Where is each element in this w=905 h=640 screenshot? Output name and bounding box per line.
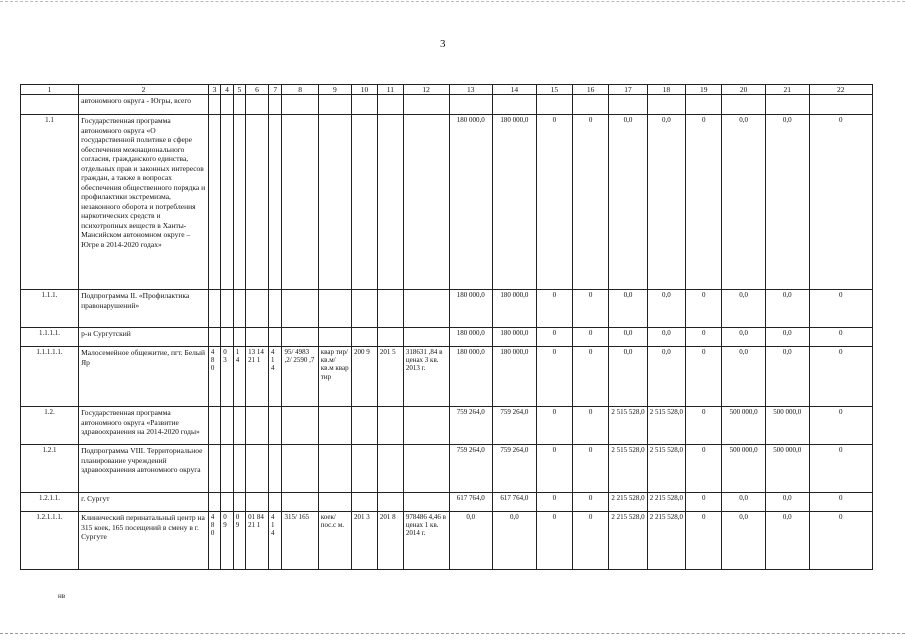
value-cell xyxy=(318,290,351,328)
row-number-cell: 1.2. xyxy=(21,407,79,445)
header-cell: 6 xyxy=(246,85,269,95)
value-cell: 0,0 xyxy=(765,347,809,407)
value-cell: 0 xyxy=(536,347,572,407)
value-cell xyxy=(221,95,233,115)
value-cell: 759 264,0 xyxy=(449,445,493,493)
value-cell: 0,0 xyxy=(765,328,809,347)
table-row xyxy=(21,512,873,570)
value-cell xyxy=(268,445,281,493)
value-cell: 0,0 xyxy=(765,290,809,328)
value-cell xyxy=(809,95,872,115)
value-cell xyxy=(318,493,351,512)
value-cell xyxy=(282,290,318,328)
row-number-cell: 1.2.1 xyxy=(21,445,79,493)
header-cell: 7 xyxy=(268,85,281,95)
value-cell xyxy=(246,445,269,493)
value-cell: 2 515 528,0 xyxy=(609,407,647,445)
value-cell xyxy=(403,493,449,512)
value-cell xyxy=(318,115,351,290)
value-cell xyxy=(246,95,269,115)
value-cell: 2 215 528,0 xyxy=(609,493,647,512)
value-cell: 4 8 0 xyxy=(208,512,220,570)
value-cell: 0 xyxy=(572,445,608,493)
value-cell: 0,0 xyxy=(647,347,685,407)
value-cell: 0 9 xyxy=(233,512,245,570)
value-cell: 0 xyxy=(572,407,608,445)
value-cell xyxy=(208,407,220,445)
value-cell: 0 xyxy=(572,493,608,512)
value-cell xyxy=(221,407,233,445)
value-cell: 978486 4,46 в ценах 1 кв. 2014 г. xyxy=(403,512,449,570)
value-cell: 0 xyxy=(686,512,722,570)
value-cell xyxy=(208,328,220,347)
value-cell xyxy=(403,95,449,115)
value-cell xyxy=(208,95,220,115)
value-cell xyxy=(268,328,281,347)
header-cell: 19 xyxy=(686,85,722,95)
value-cell: 0 xyxy=(809,347,872,407)
value-cell xyxy=(282,493,318,512)
row-number-cell: 1.1 xyxy=(21,115,79,290)
value-cell xyxy=(233,493,245,512)
value-cell xyxy=(268,407,281,445)
row-name-cell: автономного округа - Югры, всего xyxy=(79,95,209,115)
row-name-cell: Государственная программа автономного округа «Развитие здравоохранения на 2014-2020 годы» xyxy=(79,407,209,445)
value-cell xyxy=(449,95,493,115)
budget-table xyxy=(20,84,873,570)
header-cell: 3 xyxy=(208,85,220,95)
value-cell: 4 1 4 xyxy=(268,347,281,407)
value-cell xyxy=(268,115,281,290)
value-cell: 617 764,0 xyxy=(493,493,537,512)
table-row xyxy=(21,328,873,347)
value-cell: 0,0 xyxy=(449,512,493,570)
value-cell: 0 xyxy=(809,445,872,493)
value-cell: 2 515 528,0 xyxy=(647,407,685,445)
row-name-cell: Подпрограмма VIII. Территориальное планирование учреждений здравоохранения автономного округа xyxy=(79,445,209,493)
value-cell: 0,0 xyxy=(722,493,766,512)
row-number-cell: 1.2.1.1.1. xyxy=(21,512,79,570)
value-cell xyxy=(246,407,269,445)
row-name-cell: р-н Сургутский xyxy=(79,328,209,347)
value-cell xyxy=(377,290,403,328)
value-cell: 0,0 xyxy=(765,493,809,512)
header-cell: 11 xyxy=(377,85,403,95)
value-cell: 180 000,0 xyxy=(449,328,493,347)
value-cell xyxy=(221,493,233,512)
value-cell: 0 xyxy=(686,115,722,290)
value-cell: 201 3 xyxy=(351,512,377,570)
header-cell: 12 xyxy=(403,85,449,95)
header-cell: 4 xyxy=(221,85,233,95)
scan-edge-bottom xyxy=(0,633,905,634)
row-number-cell: 1.2.1.1. xyxy=(21,493,79,512)
value-cell: 500 000,0 xyxy=(722,407,766,445)
value-cell xyxy=(377,328,403,347)
scan-edge-top xyxy=(0,1,905,2)
value-cell: 0 xyxy=(809,493,872,512)
value-cell xyxy=(221,115,233,290)
header-cell: 18 xyxy=(647,85,685,95)
header-cell: 15 xyxy=(536,85,572,95)
value-cell xyxy=(221,328,233,347)
value-cell xyxy=(246,328,269,347)
value-cell: 0,0 xyxy=(609,347,647,407)
value-cell: 4 8 0 xyxy=(208,347,220,407)
value-cell: 0,0 xyxy=(493,512,537,570)
table-row xyxy=(21,290,873,328)
value-cell: 0 9 xyxy=(221,512,233,570)
value-cell xyxy=(377,407,403,445)
value-cell: 0,0 xyxy=(647,115,685,290)
value-cell xyxy=(282,95,318,115)
value-cell: 180 000,0 xyxy=(493,328,537,347)
header-cell: 2 xyxy=(79,85,209,95)
row-name-cell: Клинический перинатальный центр на 315 коек, 165 посещений в смену в г. Сургуте xyxy=(79,512,209,570)
value-cell xyxy=(351,493,377,512)
value-cell: 0 xyxy=(572,115,608,290)
page-number: 3 xyxy=(440,38,446,50)
value-cell: 0 xyxy=(536,290,572,328)
value-cell xyxy=(233,95,245,115)
value-cell: 0 xyxy=(809,407,872,445)
value-cell xyxy=(351,95,377,115)
value-cell: коек/ пос.с м. xyxy=(318,512,351,570)
value-cell xyxy=(318,95,351,115)
value-cell xyxy=(282,407,318,445)
header-cell: 5 xyxy=(233,85,245,95)
value-cell xyxy=(318,328,351,347)
value-cell xyxy=(318,407,351,445)
value-cell: 180 000,0 xyxy=(493,115,537,290)
value-cell: 0 xyxy=(686,328,722,347)
value-cell xyxy=(233,328,245,347)
table-row xyxy=(21,347,873,407)
value-cell xyxy=(208,290,220,328)
table-row xyxy=(21,445,873,493)
value-cell xyxy=(221,445,233,493)
value-cell: 2 515 528,0 xyxy=(647,445,685,493)
value-cell: 95/ 4983 ,2/ 2590 ,7 xyxy=(282,347,318,407)
value-cell xyxy=(647,95,685,115)
value-cell: 0 xyxy=(809,290,872,328)
value-cell: 0 xyxy=(572,290,608,328)
header-cell: 20 xyxy=(722,85,766,95)
value-cell xyxy=(268,493,281,512)
value-cell xyxy=(208,115,220,290)
value-cell: 4 1 4 xyxy=(268,512,281,570)
value-cell: 0,0 xyxy=(722,512,766,570)
value-cell: 617 764,0 xyxy=(449,493,493,512)
value-cell: 180 000,0 xyxy=(449,115,493,290)
value-cell: 0 xyxy=(572,347,608,407)
value-cell: 0 xyxy=(536,407,572,445)
table-row xyxy=(21,407,873,445)
row-number-cell: 1.1.1.1.1. xyxy=(21,347,79,407)
table-body xyxy=(21,85,873,570)
value-cell xyxy=(208,445,220,493)
value-cell: 0 xyxy=(536,115,572,290)
value-cell: 01 84 21 1 xyxy=(246,512,269,570)
value-cell: 1 4 xyxy=(233,347,245,407)
value-cell: 0 xyxy=(536,493,572,512)
value-cell: 0 xyxy=(572,512,608,570)
value-cell: 180 000,0 xyxy=(493,290,537,328)
value-cell: 759 264,0 xyxy=(493,407,537,445)
value-cell: 759 264,0 xyxy=(493,445,537,493)
value-cell xyxy=(282,115,318,290)
row-name-cell: Малосемейное общежитие, пгт. Белый Яр xyxy=(79,347,209,407)
value-cell: 0,0 xyxy=(722,115,766,290)
value-cell xyxy=(572,95,608,115)
value-cell: 200 9 xyxy=(351,347,377,407)
value-cell: 0 xyxy=(686,290,722,328)
value-cell xyxy=(351,328,377,347)
row-number-cell: 1.1.1.1. xyxy=(21,328,79,347)
value-cell: 201 5 xyxy=(377,347,403,407)
value-cell: 0,0 xyxy=(765,115,809,290)
value-cell xyxy=(318,445,351,493)
value-cell xyxy=(246,290,269,328)
table-row xyxy=(21,493,873,512)
row-number-cell xyxy=(21,95,79,115)
row-name-cell: Государственная программа автономного округа «О государственной политике в сфере обеспечения межнационального согласия, гражданского единства, отдельных прав и законных интересов граждан, а также в вопросах обеспечения общественного порядка и профилактики экстремизма, незаконного оборота и потребления наркотических средств и психотропных веществ в Ханты-Мансийском автономном округе – Югре в 2014-2020 годах» xyxy=(79,115,209,290)
value-cell xyxy=(282,328,318,347)
value-cell: 0 xyxy=(686,407,722,445)
value-cell xyxy=(403,290,449,328)
value-cell: 0,0 xyxy=(765,512,809,570)
header-cell: 22 xyxy=(809,85,872,95)
row-name-cell: г. Сургут xyxy=(79,493,209,512)
value-cell xyxy=(233,445,245,493)
header-cell: 10 xyxy=(351,85,377,95)
header-cell: 8 xyxy=(282,85,318,95)
value-cell xyxy=(233,407,245,445)
header-cell: 21 xyxy=(765,85,809,95)
value-cell xyxy=(377,445,403,493)
value-cell xyxy=(233,290,245,328)
value-cell xyxy=(351,115,377,290)
value-cell xyxy=(351,407,377,445)
value-cell: 2 215 528,0 xyxy=(609,512,647,570)
value-cell: 2 515 528,0 xyxy=(609,445,647,493)
value-cell: квар тир/ кв.м/ кв.м квар тир xyxy=(318,347,351,407)
value-cell: 0 xyxy=(536,445,572,493)
value-cell: 0,0 xyxy=(722,290,766,328)
value-cell xyxy=(282,445,318,493)
header-cell: 17 xyxy=(609,85,647,95)
value-cell: 13 14 21 1 xyxy=(246,347,269,407)
value-cell: 180 000,0 xyxy=(449,290,493,328)
header-cell: 13 xyxy=(449,85,493,95)
value-cell xyxy=(377,115,403,290)
value-cell xyxy=(493,95,537,115)
value-cell: 0 xyxy=(809,328,872,347)
row-number-cell: 1.1.1. xyxy=(21,290,79,328)
value-cell xyxy=(722,95,766,115)
value-cell: 0,0 xyxy=(647,290,685,328)
value-cell xyxy=(765,95,809,115)
value-cell: 0 xyxy=(686,445,722,493)
value-cell xyxy=(268,290,281,328)
value-cell xyxy=(233,115,245,290)
value-cell: 0,0 xyxy=(722,328,766,347)
header-cell: 9 xyxy=(318,85,351,95)
value-cell xyxy=(403,115,449,290)
value-cell: 2 215 528,0 xyxy=(647,512,685,570)
value-cell: 500 000,0 xyxy=(765,445,809,493)
value-cell xyxy=(377,95,403,115)
value-cell: 0 xyxy=(809,115,872,290)
value-cell: 180 000,0 xyxy=(493,347,537,407)
header-cell: 14 xyxy=(493,85,537,95)
value-cell: 500 000,0 xyxy=(722,445,766,493)
value-cell xyxy=(403,407,449,445)
value-cell: 201 8 xyxy=(377,512,403,570)
value-cell xyxy=(246,493,269,512)
value-cell: 0 3 xyxy=(221,347,233,407)
header-row xyxy=(21,85,873,95)
value-cell xyxy=(351,290,377,328)
value-cell: 0 xyxy=(686,347,722,407)
value-cell: 0 xyxy=(809,512,872,570)
value-cell xyxy=(686,95,722,115)
value-cell: 180 000,0 xyxy=(449,347,493,407)
table-row xyxy=(21,115,873,290)
value-cell: 759 264,0 xyxy=(449,407,493,445)
footer-mark: нв xyxy=(58,592,66,600)
value-cell xyxy=(377,493,403,512)
value-cell xyxy=(268,95,281,115)
value-cell: 0,0 xyxy=(609,328,647,347)
value-cell: 0,0 xyxy=(722,347,766,407)
value-cell: 0,0 xyxy=(609,290,647,328)
value-cell xyxy=(536,95,572,115)
value-cell xyxy=(609,95,647,115)
value-cell: 318631 ,84 в ценах 3 кв. 2013 г. xyxy=(403,347,449,407)
value-cell: 2 215 528,0 xyxy=(647,493,685,512)
value-cell: 0 xyxy=(686,493,722,512)
value-cell xyxy=(351,445,377,493)
value-cell xyxy=(221,290,233,328)
value-cell: 0 xyxy=(572,328,608,347)
value-cell xyxy=(403,445,449,493)
value-cell: 0 xyxy=(536,328,572,347)
value-cell: 0,0 xyxy=(609,115,647,290)
table-row xyxy=(21,95,873,115)
value-cell xyxy=(403,328,449,347)
value-cell: 500 000,0 xyxy=(765,407,809,445)
header-cell: 1 xyxy=(21,85,79,95)
row-name-cell: Подпрограмма II. «Профилактика правонарушений» xyxy=(79,290,209,328)
header-cell: 16 xyxy=(572,85,608,95)
value-cell: 0 xyxy=(536,512,572,570)
value-cell: 0,0 xyxy=(647,328,685,347)
value-cell xyxy=(246,115,269,290)
value-cell: 315/ 165 xyxy=(282,512,318,570)
value-cell xyxy=(208,493,220,512)
